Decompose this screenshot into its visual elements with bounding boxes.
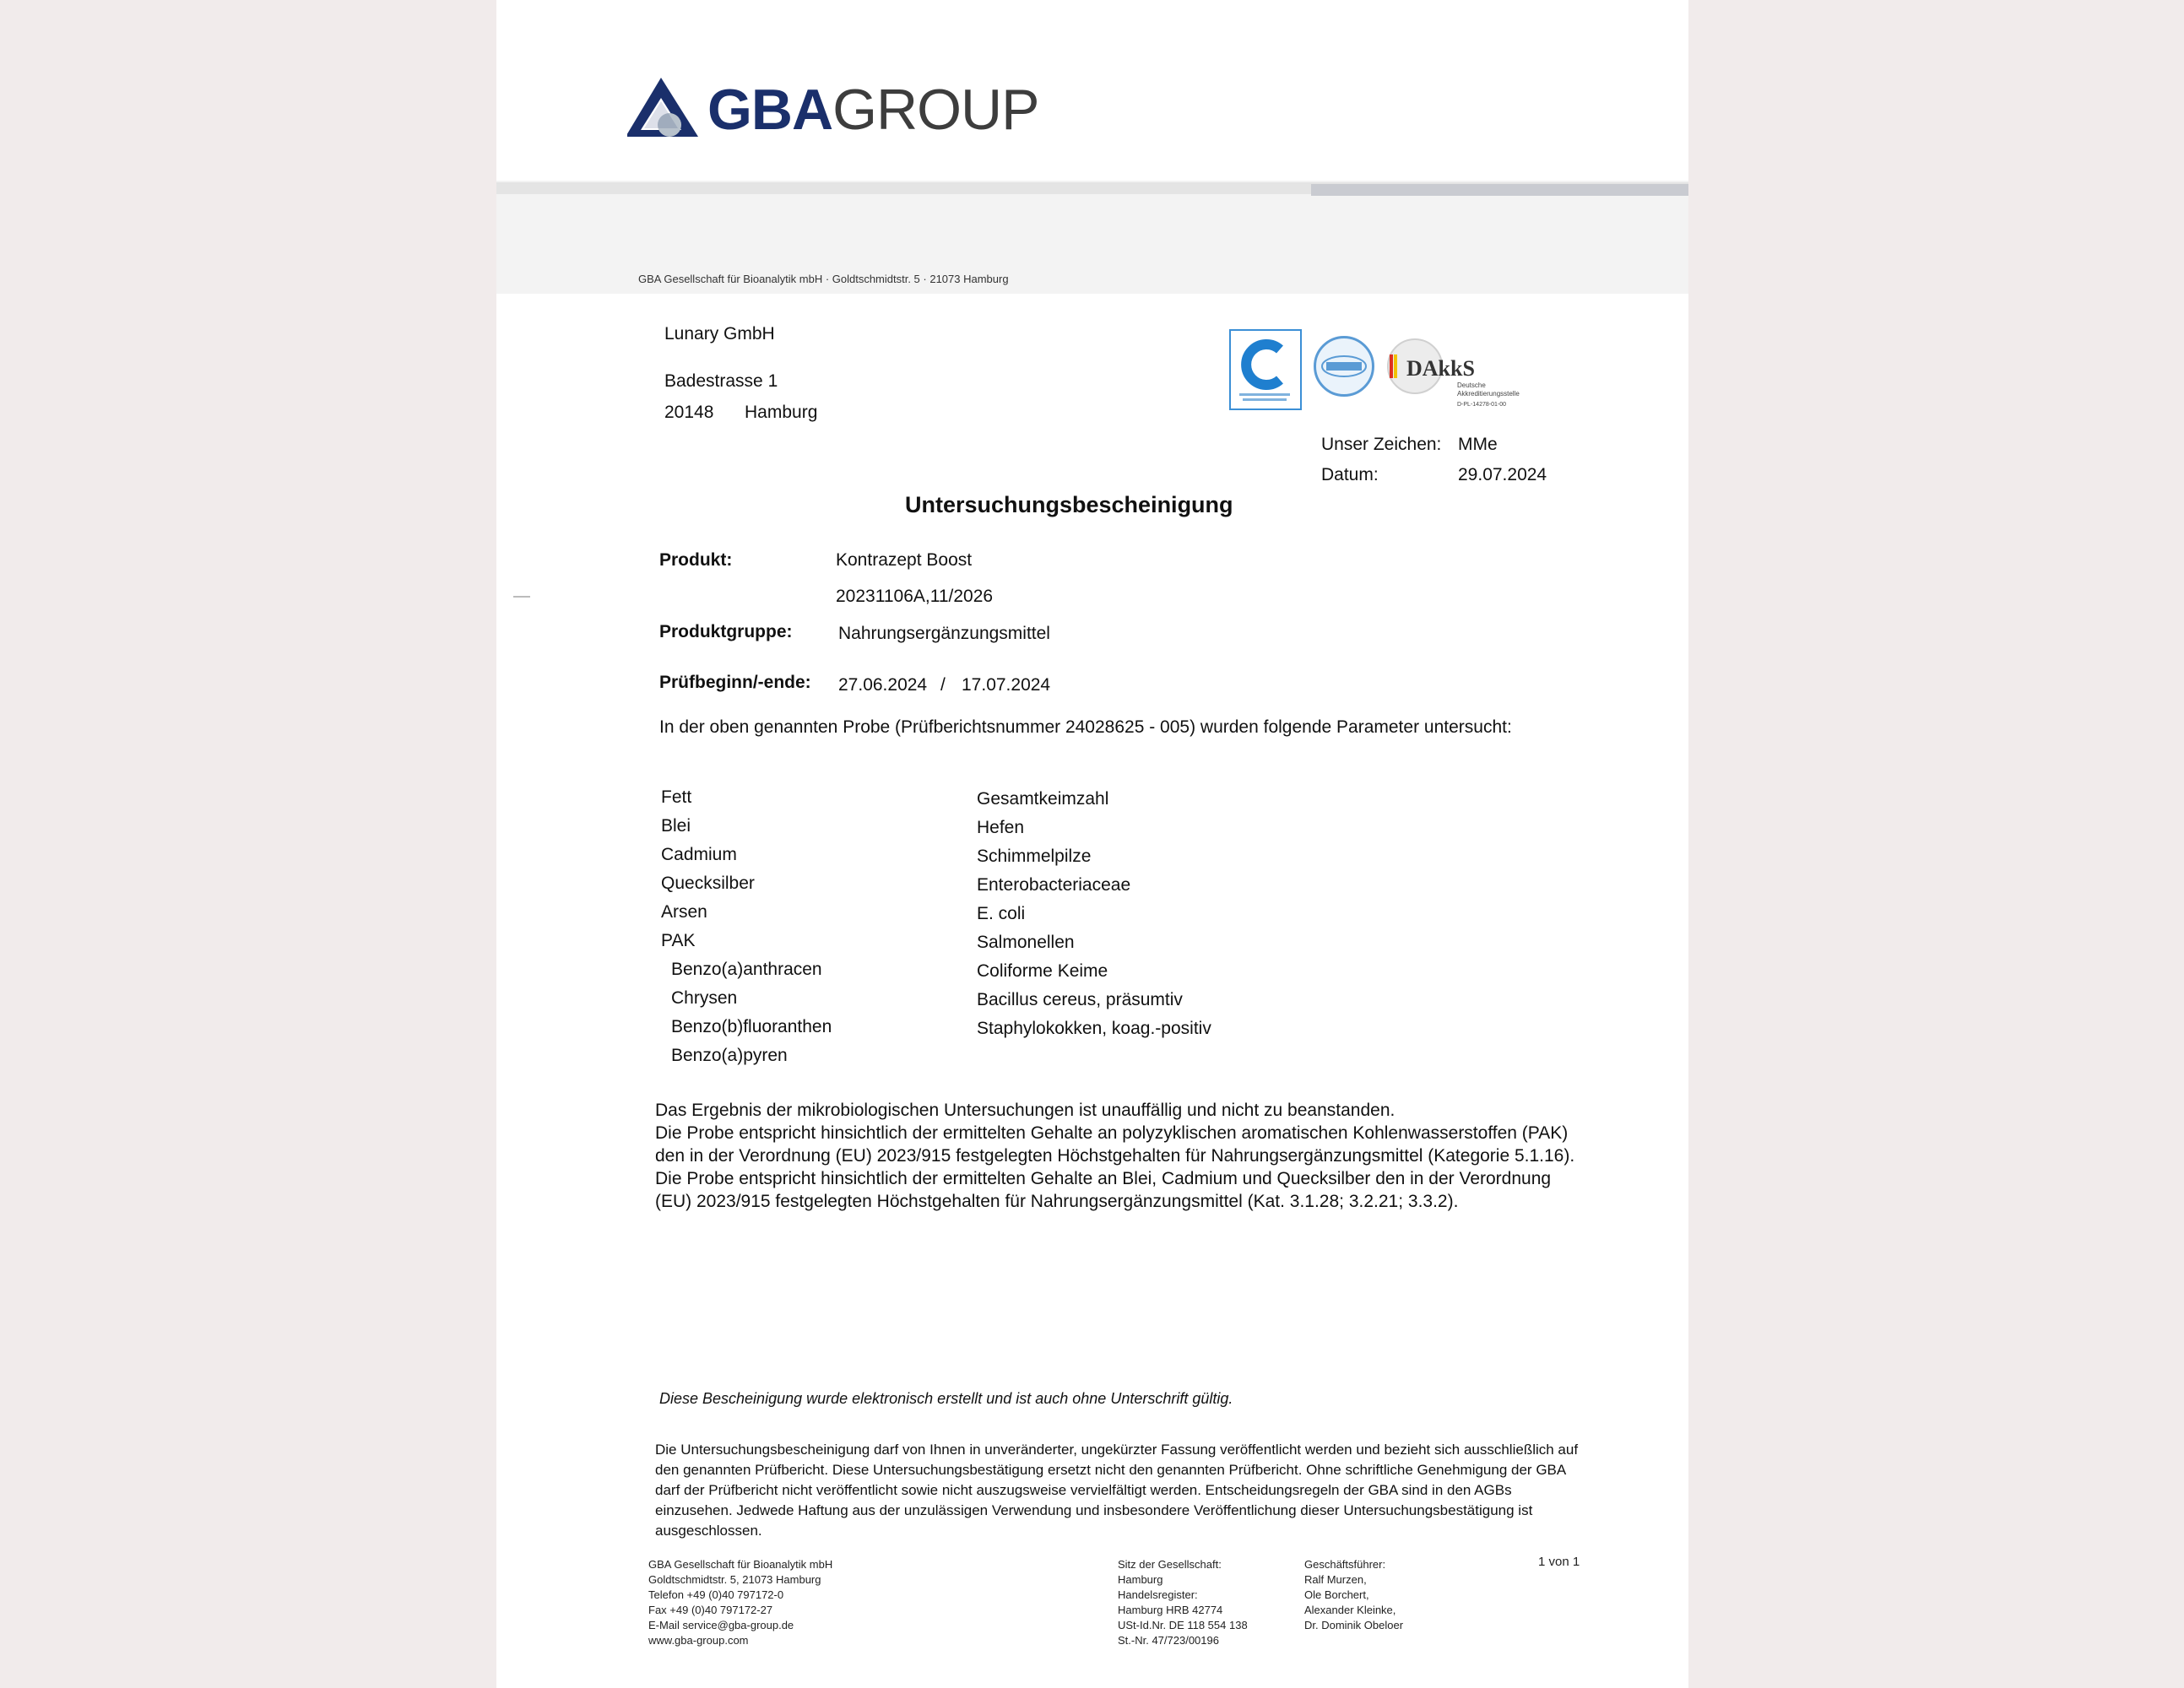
parameter-item: Benzo(a)anthracen [671, 960, 822, 979]
parameter-item: Arsen [661, 902, 707, 922]
footer-register [1118, 1557, 1248, 1648]
c-mark-icon [1231, 331, 1300, 408]
parameter-item: Benzo(a)pyren [671, 1046, 788, 1065]
parameter-intro: In der oben genannten Probe (Prüfberichtsnummer 24028625 - 005) wurden folgende Parameter untersucht: [659, 717, 1512, 737]
footer-line: Fax +49 (0)40 797172-27 [648, 1604, 773, 1616]
header-accent-bar [1311, 184, 1688, 196]
footer-line: Hamburg HRB 42774 [1118, 1604, 1223, 1616]
pruefende-value: 17.07.2024 [962, 675, 1051, 695]
parameter-item: Chrysen [671, 988, 738, 1008]
parameter-item: Bacillus cereus, präsumtiv [977, 990, 1183, 1009]
footer-line: Ole Borchert, [1304, 1588, 1369, 1601]
datum-label: Datum: [1321, 465, 1379, 484]
results-block [655, 1099, 1592, 1213]
pruefbeginn-value: 27.06.2024 [838, 675, 928, 695]
footer-line: Hamburg [1118, 1573, 1163, 1586]
gba-group-logo [627, 76, 1066, 143]
logo-group-text: GROUP [832, 78, 1039, 142]
parameter-item: PAK [661, 931, 696, 950]
zeichen-value: MMe [1458, 435, 1498, 454]
ilac-mra-badge [1314, 336, 1374, 397]
parameter-item: Gesamtkeimzahl [977, 789, 1109, 809]
dakks-subtitle: Deutsche Akkreditierungsstelle [1457, 381, 1520, 398]
produktgruppe-label: Produktgruppe: [659, 622, 793, 641]
parameter-item: E. coli [977, 904, 1026, 923]
parameter-item: Fett [661, 787, 692, 807]
parameter-item: Salmonellen [977, 933, 1075, 952]
footer-line: Handelsregister: [1118, 1588, 1198, 1601]
parameter-item: Blei [661, 816, 691, 836]
footer-line: Alexander Kleinke, [1304, 1604, 1396, 1616]
footer-line: E-Mail service@gba-group.de [648, 1619, 794, 1631]
result-microbiology: Das Ergebnis der mikrobiologischen Untersuchungen ist unauffällig und nicht zu beanstanden. [655, 1101, 1395, 1120]
footer-line: St.-Nr. 47/723/00196 [1118, 1634, 1219, 1647]
pruefzeitraum-label: Prüfbeginn/-ende: [659, 673, 811, 692]
result-pak: Die Probe entspricht hinsichtlich der ermittelten Gehalte an polyzyklischen aromatischen Kohlenwasserstoffen (PAK) den in der Verordnung (EU) 2023/915 festgelegten Höchstgehalten für Nahrungsergänzungsmittel (Kategorie 5.1.16). [655, 1123, 1575, 1166]
recipient-zip: 20148 [664, 403, 714, 422]
parameter-item: Benzo(b)fluoranthen [671, 1017, 832, 1036]
datum-value: 29.07.2024 [1458, 465, 1547, 484]
parameter-item: Schimmelpilze [977, 847, 1092, 866]
logo-gba-text: GBA [707, 78, 833, 142]
recipient-street: Badestrasse 1 [664, 371, 778, 391]
footer-company [648, 1557, 832, 1648]
footer-line: Sitz der Gesellschaft: [1118, 1558, 1222, 1571]
parameter-item: Cadmium [661, 845, 737, 864]
footer-line: Geschäftsführer: [1304, 1558, 1386, 1571]
pruef-separator: / [940, 675, 946, 695]
result-metals: Die Probe entspricht hinsichtlich der ermittelten Gehalte an Blei, Cadmium und Quecksilber den in der Verordnung (EU) 2023/915 festgelegten Höchstgehalten für Nahrungsergänzungsmittel (Kat. 3.1.28; 3.2.21; 3.3.2). [655, 1169, 1552, 1211]
document-page [496, 0, 1688, 1688]
footer-line: www.gba-group.com [648, 1634, 749, 1647]
dakks-label: DAkkS [1406, 356, 1475, 381]
footer-line: GBA Gesellschaft für Bioanalytik mbH [648, 1558, 833, 1571]
parameter-item: Coliforme Keime [977, 961, 1108, 981]
ilac-globe-icon [1316, 338, 1372, 394]
footer-line: USt-Id.Nr. DE 118 554 138 [1118, 1619, 1248, 1631]
divider-mark [513, 596, 530, 598]
gba-triangle-icon [627, 76, 703, 143]
footer-line: Telefon +49 (0)40 797172-0 [648, 1588, 784, 1601]
zeichen-label: Unser Zeichen: [1321, 435, 1442, 454]
accreditation-badge-c [1229, 329, 1302, 410]
parameter-item: Quecksilber [661, 874, 755, 893]
dakks-badge [1385, 334, 1536, 412]
electronic-signature-note: Diese Bescheinigung wurde elektronisch erstellt und ist auch ohne Unterschrift gültig. [659, 1390, 1233, 1407]
footer-management [1304, 1557, 1403, 1633]
dakks-id: D-PL-14278-01-00 [1457, 402, 1506, 408]
recipient-company: Lunary GmbH [664, 324, 775, 344]
parameter-item: Hefen [977, 818, 1025, 837]
produkt-label: Produkt: [659, 550, 733, 570]
legal-disclaimer: Die Untersuchungsbescheinigung darf von Ihnen in unveränderter, ungekürzter Fassung veröffentlicht werden und bezieht sich ausschließlich auf den genannten Prüfbericht. Diese Untersuchungsbestätigung ersetzt nicht den genannten Prüfbericht. Ohne schriftliche Genehmigung der GBA darf der Prüfbericht nicht veröffentlicht sowie nicht auszugsweise vervielfältigt werden. Entscheidungsregeln der GBA sind in den AGBs einzusehen. Jedwede Haftung aus der unzulässigen Verwendung und insbesondere Veröffentlichung dieser Untersuchungsbestätigung ist ausgeschlossen. [655, 1442, 1579, 1539]
page-number: 1 von 1 [1538, 1555, 1580, 1569]
footer-line: Dr. Dominik Obeloer [1304, 1619, 1404, 1631]
document-title: Untersuchungsbescheinigung [905, 492, 1233, 517]
parameter-item: Enterobacteriaceae [977, 875, 1131, 895]
footer-line: Ralf Murzen, [1304, 1573, 1367, 1586]
footer-line: Goldtschmidtstr. 5, 21073 Hamburg [648, 1573, 821, 1586]
produktgruppe-value: Nahrungsergänzungsmittel [838, 624, 1050, 643]
batch-value: 20231106A,11/2026 [836, 587, 994, 606]
sender-line: GBA Gesellschaft für Bioanalytik mbH · Goldtschmidtstr. 5 · 21073 Hamburg [638, 273, 1009, 285]
produkt-value: Kontrazept Boost [836, 550, 973, 570]
parameter-item: Staphylokokken, koag.-positiv [977, 1019, 1211, 1038]
recipient-city: Hamburg [745, 403, 818, 422]
